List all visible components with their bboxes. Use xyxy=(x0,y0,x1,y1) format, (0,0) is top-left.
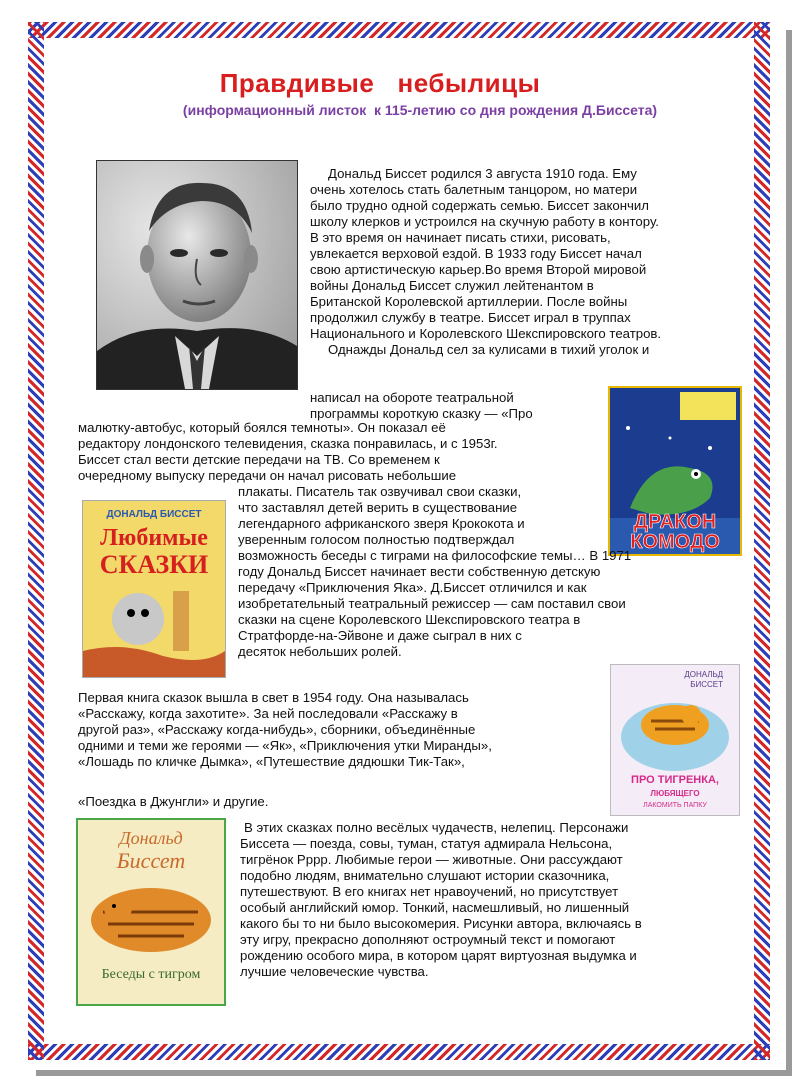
author-portrait-photo xyxy=(96,160,298,390)
text-line: возможность беседы с тиграми на философские темы… В 1971 xyxy=(238,548,632,563)
page-subtitle: (информационный листок к 115-летию со дня рождения Д.Биссета) xyxy=(182,102,658,118)
page-title: Правдивые небылицы xyxy=(219,68,541,98)
text-line: Национального и Королевского Шекспировского театров. xyxy=(310,326,662,341)
text-line: десяток небольших ролей. xyxy=(238,644,402,659)
decorative-border-top xyxy=(28,22,770,38)
book-cover-dragon-komodo xyxy=(608,386,742,556)
page-shadow-bottom xyxy=(36,1070,792,1076)
text-line: одними и теми же героями — «Як», «Приключения утки Миранды», xyxy=(78,738,492,753)
text-line: году Дональд Биссет начинает вести собственную детскую xyxy=(238,564,601,579)
text-line: Дональд Биссет родился 3 августа 1910 года. Ему xyxy=(328,166,637,181)
text-line: легендарного африканского зверя Крококота и xyxy=(238,516,525,531)
text-line: малютку-автобус, который боялся темноты». Он показал её xyxy=(78,420,446,435)
book-cover-art xyxy=(83,501,225,677)
text-line: В это время он начинает писать стихи, рисовать, xyxy=(310,230,611,245)
text-line: какого бы то ни было высокомерия. Рисунки автора, включаясь в xyxy=(240,916,642,931)
text-line: изобретательный театральный режиссер — сам поставил свои xyxy=(238,596,626,611)
text-line: «Поездка в Джунгли» и другие. xyxy=(78,794,269,809)
text-line: Первая книга сказок вышла в свет в 1954 году. Она называлась xyxy=(78,690,469,705)
svg-text:Дональд: Дональд xyxy=(119,828,183,848)
text-line: особый английский юмор. Тонкий, насмешливый, но лишенный xyxy=(240,900,630,915)
text-line: программы короткую сказку — «Про xyxy=(310,406,533,421)
text-line: плакаты. Писатель так озвучивал свои сказки, xyxy=(238,484,522,499)
text-line: уверенным голосом полностью подтверждал xyxy=(238,532,515,547)
text-line: «Лошадь по кличке Дымка», «Путешествие дядюшки Тик-Так», xyxy=(78,754,465,769)
paragraph-books-tail xyxy=(78,794,478,810)
text-line: путешествуют. В его книгах нет нравоучений, но присутствует xyxy=(240,884,619,899)
decorative-border-right xyxy=(754,22,770,1060)
book-cover-art xyxy=(610,388,740,554)
text-line: что заставлял детей верить в существование xyxy=(238,500,518,515)
text-line: тигрёнок Рррр. Любимые герои — животные. Они рассуждают xyxy=(240,852,623,867)
paragraph-television xyxy=(78,420,598,484)
text-line: Биссет стал вести детские передачи на ТВ. Со временем к xyxy=(78,452,440,467)
text-line: редактору лондонского телевидения, сказка понравилась, и с 1953г. xyxy=(78,436,498,451)
text-line: Стратфорде-на-Эйвоне и даже сыграл в них с xyxy=(238,628,522,643)
text-line: Британской Королевской артиллерии. После войны xyxy=(310,294,628,309)
text-line: эту игру, прекрасно дополняют остроумный текст и помогают xyxy=(240,932,616,947)
paragraph-biography-cont xyxy=(310,390,600,422)
text-line: рождению особого мира, в котором царят виртуозная выдумка и xyxy=(240,948,637,963)
text-line: свою артистическую карьер.Во время Второй мировой xyxy=(310,262,647,277)
text-line: было трудно одной содержать семью. Биссет закончил xyxy=(310,198,649,213)
book-cover-lyubimye-skazki xyxy=(82,500,226,678)
svg-text:ДОНАЛЬД БИССЕТ: ДОНАЛЬД БИССЕТ xyxy=(106,509,202,520)
text-line: увлекается верховой ездой. В 1933 году Биссет начал xyxy=(310,246,642,261)
text-line: лучшие человеческие чувства. xyxy=(240,964,429,979)
paragraph-storytelling xyxy=(238,484,602,548)
page-shadow-right xyxy=(786,30,792,1070)
text-line: продолжил службу в театре. Биссет играл в труппах xyxy=(310,310,631,325)
svg-text:СКАЗКИ: СКАЗКИ xyxy=(99,550,209,579)
text-line: написал на обороте театральной xyxy=(310,390,514,405)
text-line: передачу «Приключения Яка». Д.Биссет отличился и как xyxy=(238,580,587,595)
text-line: очередному выпуску передачи он начал рисовать небольшие xyxy=(78,468,457,483)
svg-text:ЛЮБЯЩЕГО: ЛЮБЯЩЕГО xyxy=(650,789,700,798)
book-cover-pro-tigrenka xyxy=(610,664,740,816)
svg-text:БИССЕТ: БИССЕТ xyxy=(690,680,723,689)
text-line: войны Дональд Биссет служил лейтенантом в xyxy=(310,278,594,293)
svg-text:КОМОДО: КОМОДО xyxy=(630,531,720,553)
svg-text:ПРО ТИГРЕНКА,: ПРО ТИГРЕНКА, xyxy=(631,774,719,786)
paragraph-storytelling-end xyxy=(238,628,602,660)
svg-text:Биссет: Биссет xyxy=(116,848,186,873)
paragraph-biography xyxy=(310,166,740,358)
svg-text:Любимые: Любимые xyxy=(100,525,208,551)
decorative-border-left xyxy=(28,22,44,1060)
text-line: сказки на сцене Королевского Шекспировского театра в xyxy=(238,612,581,627)
text-line: Биссета — поезда, совы, туман, статуя адмирала Нельсона, xyxy=(240,836,613,851)
svg-text:ДОНАЛЬД: ДОНАЛЬД xyxy=(684,670,723,679)
text-line: Однажды Дональд сел за кулисами в тихий уголок и xyxy=(328,342,650,357)
svg-text:ЛАКОМИТЬ ПАПКУ: ЛАКОМИТЬ ПАПКУ xyxy=(643,802,707,809)
text-line: школу клерков и устроился на скучную работу в контору. xyxy=(310,214,659,229)
text-line: подобно людям, внимательно слушают истории сказочника, xyxy=(240,868,610,883)
book-cover-art xyxy=(611,665,739,815)
paragraph-style xyxy=(240,820,740,980)
text-line: очень хотелось стать балетным танцором, но матери xyxy=(310,182,638,197)
paragraph-storytelling-cont xyxy=(238,548,740,628)
text-line: В этих сказках полно весёлых чудачеств, нелепиц. Персонажи xyxy=(244,820,629,835)
decorative-border-bottom xyxy=(28,1044,770,1060)
svg-text:Беседы с тигром: Беседы с тигром xyxy=(101,967,201,982)
portrait-illustration xyxy=(97,161,297,389)
paragraph-books xyxy=(78,690,596,770)
book-cover-besedy-s-tigrom xyxy=(76,818,226,1006)
text-line: «Расскажу, когда захотите». За ней последовали «Расскажу в xyxy=(78,706,458,721)
book-cover-art xyxy=(78,820,224,1004)
text-line: другой раз», «Расскажу когда-нибудь», сборники, объединённые xyxy=(78,722,476,737)
svg-text:ДРАКОН: ДРАКОН xyxy=(633,511,717,533)
